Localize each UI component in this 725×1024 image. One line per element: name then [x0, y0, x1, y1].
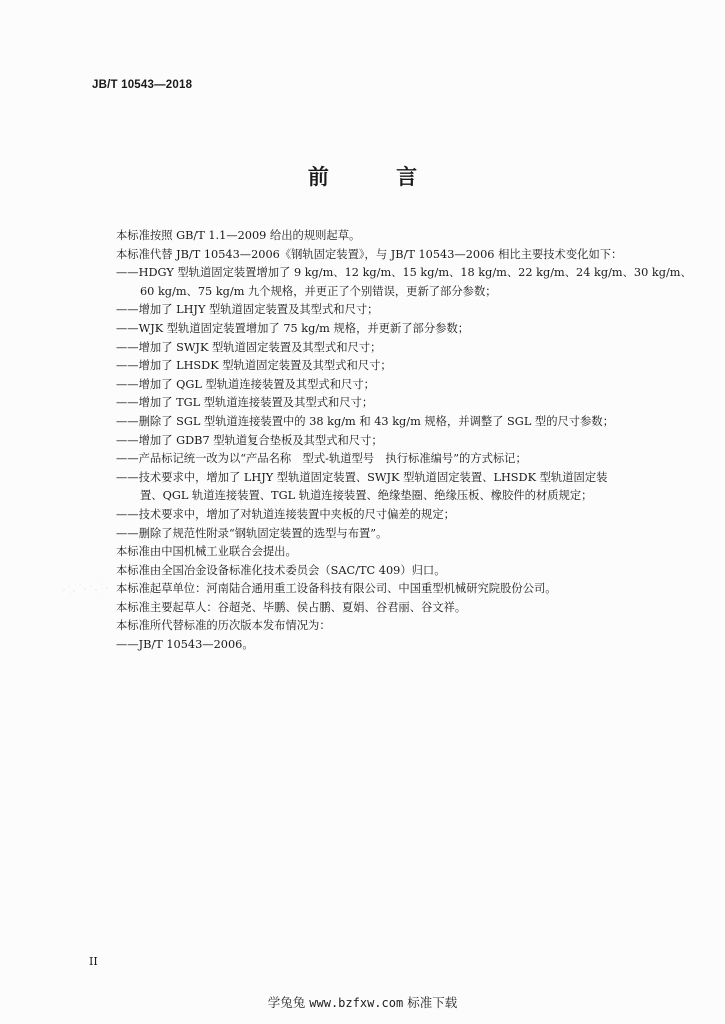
footer-slogan: 标准下载	[407, 995, 458, 1010]
scan-noise	[60, 576, 112, 598]
list-item-line: ——增加了 LHJY 型轨道固定装置及其型式和尺寸；	[116, 303, 379, 317]
list-item-line: ——删除了规范性附录“钢轨固定装置的选型与布置”。	[116, 526, 388, 540]
download-footer	[0, 993, 725, 1011]
list-item	[116, 376, 656, 395]
list-item	[116, 450, 656, 469]
list-item-line: ——增加了 GDB7 型轨道复合垫板及其型式和尺寸；	[116, 433, 383, 447]
list-item	[116, 301, 656, 320]
list-item-continuation: 置、QGL 轨道连接装置、TGL 轨道连接装置、绝缘垫圈、绝缘压板、橡胶件的材质规定；	[140, 489, 593, 503]
list-item	[116, 432, 656, 451]
list-item-line: ——HDGY 型轨道固定装置增加了 9 kg/m、12 kg/m、15 kg/m、18 kg/m、22 kg/m、24 kg/m、30 kg/m、	[116, 266, 692, 280]
list-item	[116, 525, 656, 544]
page-number: II	[89, 955, 98, 968]
page-title: 前 言	[307, 165, 448, 189]
list-item-line: ——WJK 型轨道固定装置增加了 75 kg/m 规格，并更新了部分参数；	[116, 321, 470, 335]
changes-list	[116, 264, 692, 543]
paragraph-administrator: 本标准由全国冶金设备标准化技术委员会（SAC/TC 409）归口。	[116, 563, 446, 577]
list-item	[116, 394, 656, 413]
list-item-line: ——删除了 SGL 型轨道连接装置中的 38 kg/m 和 43 kg/m 规格，并调整了 SGL 型的尺寸参数；	[116, 414, 614, 428]
list-item	[116, 506, 656, 525]
footer-site-name: 学兔兔	[267, 995, 306, 1010]
paragraph-proposer: 本标准由中国机械工业联合会提出。	[116, 545, 297, 559]
list-item-line: ——技术要求中，增加了 LHJY 型轨道固定装置、SWJK 型轨道固定装置、LHSDK 型轨道固定装	[116, 470, 608, 484]
list-item	[116, 469, 656, 506]
list-item-line: ——增加了 QGL 型轨道连接装置及其型式和尺寸；	[116, 377, 375, 391]
paragraph-history-item: ——JB/T 10543—2006。	[116, 638, 254, 652]
standard-code: JB/T 10543—2018	[92, 79, 193, 91]
list-item	[116, 264, 692, 301]
footer-url[interactable]: www.bzfxw.com	[309, 996, 404, 1010]
list-item-line: ——产品标记统一改为以“产品名称 型式-轨道型号 执行标准编号”的方式标记；	[116, 452, 527, 466]
list-item-line: ——增加了 TGL 型轨道连接装置及其型式和尺寸；	[116, 396, 374, 410]
list-item-continuation: 60 kg/m、75 kg/m 九个规格，并更正了个别错误，更新了部分参数；	[140, 284, 497, 298]
paragraph-drafters: 本标准主要起草人：谷超尧、毕鹏、侯占鹏、夏娟、谷君丽、谷文祥。	[116, 600, 467, 614]
list-item-line: ——增加了 LHSDK 型轨道固定装置及其型式和尺寸；	[116, 359, 392, 373]
list-item	[116, 413, 656, 432]
paragraph-drafting-rules: 本标准按照 GB/T 1.1—2009 给出的规则起草。	[116, 229, 361, 242]
list-item	[116, 357, 656, 376]
list-item-line: ——增加了 SWJK 型轨道固定装置及其型式和尺寸；	[116, 340, 382, 354]
list-item-line: ——技术要求中，增加了对轨道连接装置中夹板的尺寸偏差的规定；	[116, 507, 455, 521]
paragraph-history-intro: 本标准所代替标准的历次版本发布情况为：	[116, 619, 331, 633]
foreword-body	[116, 227, 692, 655]
list-item	[116, 339, 656, 358]
paragraph-replaces: 本标准代替 JB/T 10543—2006《钢轨固定装置》，与 JB/T 10543—2006 相比主要技术变化如下：	[116, 247, 623, 261]
list-item	[116, 320, 656, 339]
paragraph-drafting-units: 本标准起草单位：河南陆合通用重工设备科技有限公司、中国重型机械研究院股份公司。	[116, 582, 557, 596]
